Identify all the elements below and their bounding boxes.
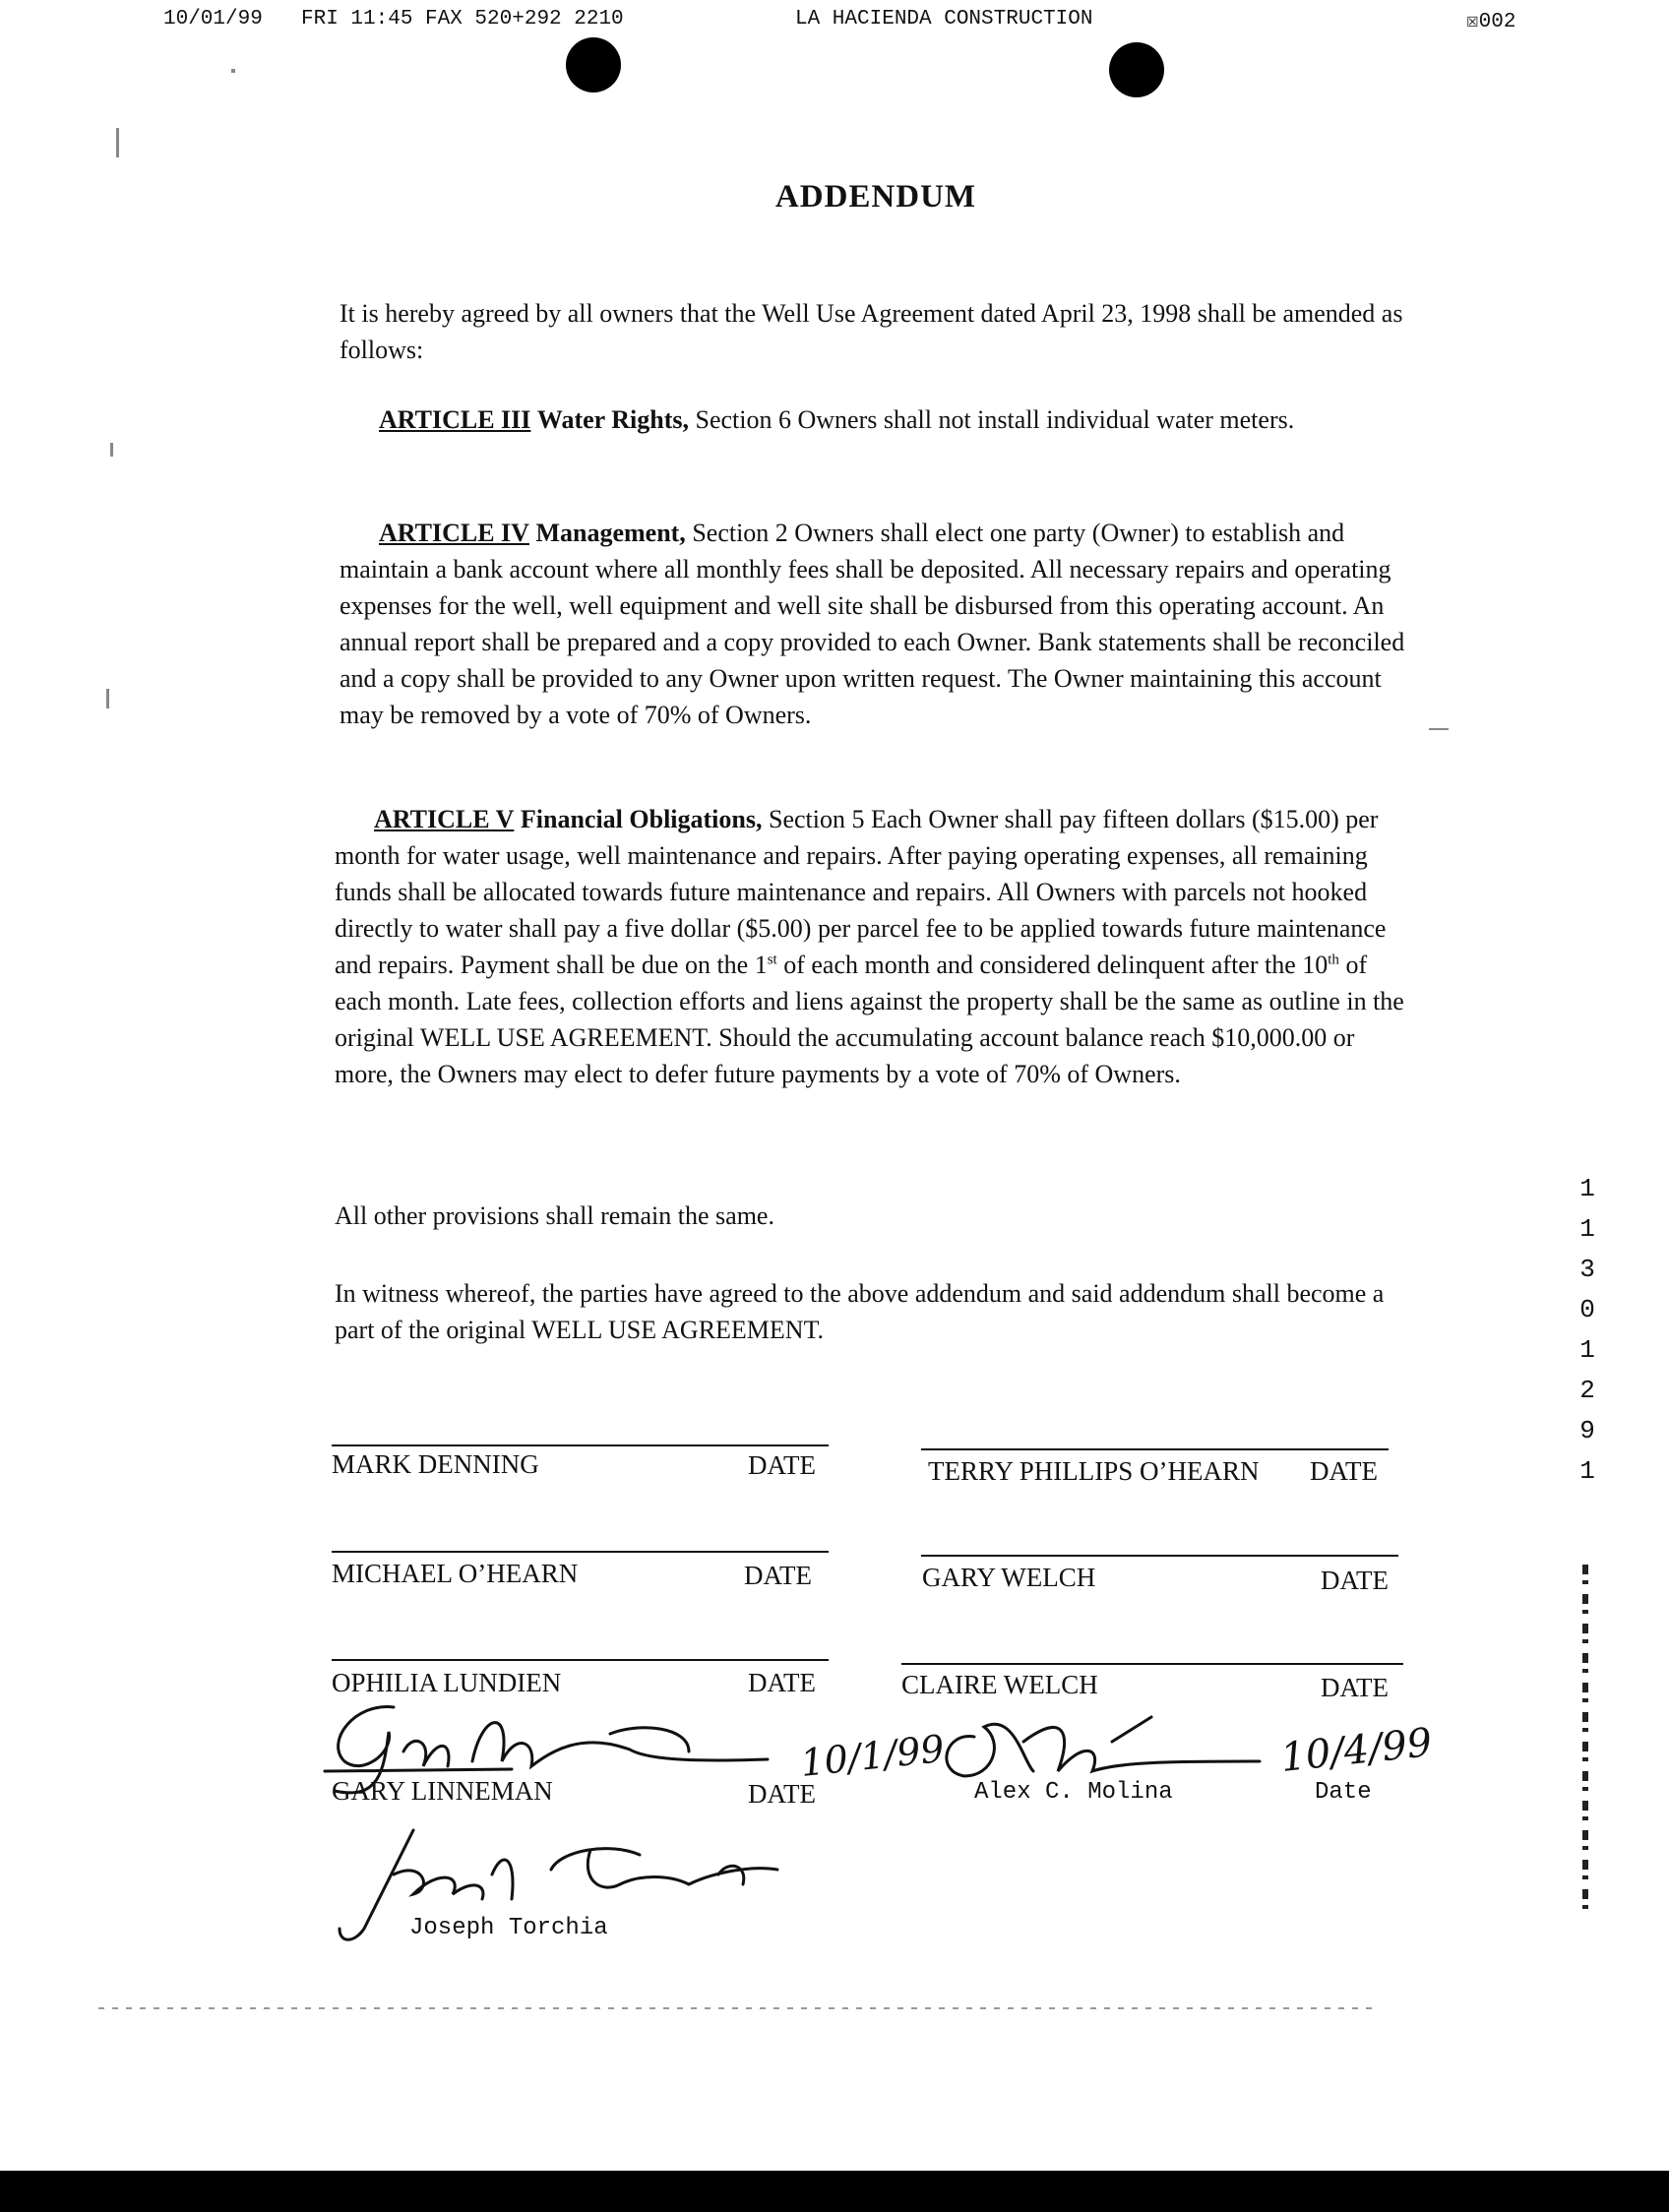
margin-digit: 1 bbox=[1579, 1214, 1595, 1244]
signatory-claire: CLAIRE WELCH bbox=[901, 1670, 1098, 1699]
margin-barcode-strip bbox=[1582, 1565, 1588, 1909]
scan-speck bbox=[106, 689, 109, 708]
date-label-michael: DATE bbox=[744, 1561, 812, 1590]
article-v-sup-b: th bbox=[1328, 952, 1339, 968]
margin-digit: 1 bbox=[1579, 1456, 1595, 1486]
fax-date: 10/01/99 bbox=[163, 8, 263, 31]
article-v-heading: Financial Obligations, bbox=[520, 805, 763, 833]
scan-speck bbox=[1429, 728, 1449, 730]
article-v-text-b: of each month and considered delinquent after the 10 bbox=[776, 951, 1329, 979]
margin-digit: 9 bbox=[1579, 1416, 1595, 1445]
fax-time-number: FRI 11:45 FAX 520+292 2210 bbox=[301, 8, 624, 31]
margin-document-code bbox=[1573, 1169, 1602, 1492]
scan-bottom-bar bbox=[0, 2171, 1669, 2212]
fax-page-code: ☒002 bbox=[1466, 11, 1516, 33]
article-iv-text: Section 2 Owners shall elect one party (Owner) to establish and maintain a bank account where all monthly fees shall be deposited. All necessary repairs and operating expenses for the well, well equipment and well site shall be disbursed from this operating account. An annual report shall be prepared and a copy provided to each Owner. Bank statements shall be reconciled and a copy shall be provided to any Owner upon written request. The Owner maintaining this account may be removed by a vote of 70% of Owners. bbox=[340, 519, 1405, 729]
signature-alex-molina bbox=[947, 1717, 1260, 1776]
signatory-ophilia: OPHILIA LUNDIEN bbox=[332, 1668, 562, 1697]
date-label-terry: DATE bbox=[1310, 1456, 1378, 1486]
signatory-gary-welch: GARY WELCH bbox=[922, 1563, 1096, 1592]
signature-joseph-torchia bbox=[340, 1830, 777, 1939]
margin-digit: 1 bbox=[1579, 1174, 1595, 1203]
article-v-text-c: of each month. Late fees, collection efforts and liens against the property shall be the same as outline in the original WELL USE AGREEMENT. Should the accumulating account balance reach $10,000.00 or more, the Owners may elect to defer future payments by a vote of 70% of Owners. bbox=[335, 951, 1404, 1088]
signatory-terry: TERRY PHILLIPS O’HEARN bbox=[928, 1456, 1260, 1486]
margin-digit: 0 bbox=[1579, 1295, 1595, 1324]
scan-speck bbox=[110, 443, 113, 457]
document-title: ADDENDUM bbox=[774, 179, 977, 215]
signatory-mark-denning: MARK DENNING bbox=[332, 1449, 539, 1479]
date-label-claire: DATE bbox=[1321, 1673, 1389, 1702]
margin-digit: 3 bbox=[1579, 1255, 1595, 1284]
handwritten-date-molina: 10/4/99 bbox=[1278, 1720, 1435, 1781]
article-iii-heading: Water Rights, bbox=[536, 405, 689, 434]
article-v-text-a: Section 5 Each Owner shall pay fifteen dollars ($15.00) per month for water usage, well maintenance and repairs. After paying operating expenses, all remaining funds shall be allocated towards future maintenance and repairs. All Owners with parcels not hooked directly to water shall pay a five dollar ($5.00) per parcel fee to be applied towards future maintenance and repairs. Payment shall be due on the 1 bbox=[335, 805, 1387, 979]
intro-paragraph: It is hereby agreed by all owners that the Well Use Agreement dated April 23, 1998 shall be amended as follows: bbox=[340, 299, 1403, 364]
other-provisions: All other provisions shall remain the same. bbox=[335, 1201, 774, 1230]
signature-gary-linneman bbox=[325, 1707, 768, 1793]
signatory-gary-linneman: GARY LINNEMAN bbox=[332, 1776, 553, 1806]
article-iii-label: ARTICLE III bbox=[379, 405, 531, 434]
margin-digit: 2 bbox=[1579, 1376, 1595, 1405]
margin-digit: 1 bbox=[1579, 1335, 1595, 1365]
scan-bottom-dotted-line bbox=[98, 2007, 1378, 2009]
article-v-label: ARTICLE V bbox=[374, 805, 515, 833]
date-label-gary-linneman: DATE bbox=[748, 1779, 816, 1809]
date-label-ophilia: DATE bbox=[748, 1668, 816, 1697]
date-label-gary-welch: DATE bbox=[1321, 1566, 1389, 1595]
handwritten-date-linneman: 10/1/99 bbox=[798, 1726, 947, 1785]
signatory-alex-molina: Alex C. Molina bbox=[974, 1779, 1173, 1806]
article-iv-label: ARTICLE IV bbox=[379, 519, 529, 547]
scan-speck bbox=[116, 128, 119, 157]
article-v-sup-a: st bbox=[767, 952, 777, 968]
signatory-michael: MICHAEL O’HEARN bbox=[332, 1559, 579, 1588]
fax-sender: LA HACIENDA CONSTRUCTION bbox=[795, 8, 1093, 31]
date-label-alex-molina: Date bbox=[1315, 1779, 1372, 1806]
date-label-mark-denning: DATE bbox=[748, 1450, 816, 1480]
signatory-joseph-torchia: Joseph Torchia bbox=[409, 1915, 608, 1941]
scan-speck bbox=[231, 69, 235, 73]
article-iii-text: Section 6 Owners shall not install individual water meters. bbox=[695, 405, 1295, 434]
article-iv-heading: Management, bbox=[535, 519, 686, 547]
witness-paragraph: In witness whereof, the parties have agreed to the above addendum and said addendum shall become a part of the original WELL USE AGREEMENT. bbox=[335, 1279, 1385, 1344]
